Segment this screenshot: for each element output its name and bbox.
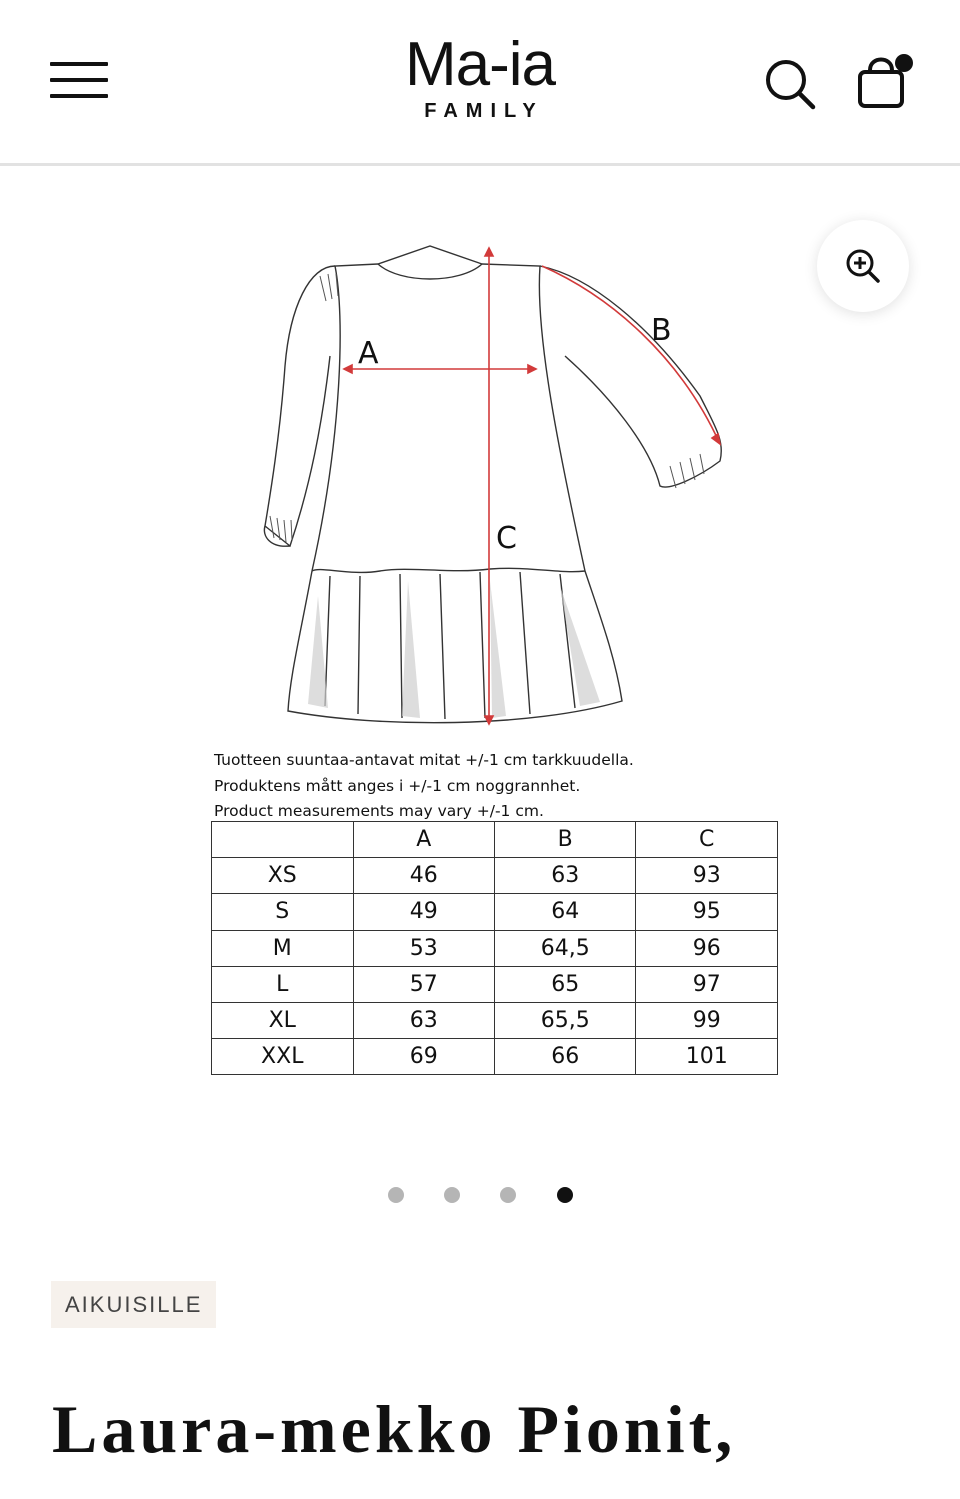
measurement-letters — [358, 313, 672, 556]
zoom-in-icon — [843, 246, 883, 286]
logo-wordmark: Ma-ia — [404, 30, 556, 99]
logo-subtitle: FAMILY — [424, 100, 544, 122]
size-cell: XXL — [212, 1039, 354, 1075]
table-header-cell — [212, 822, 354, 858]
value-cell: 99 — [636, 1002, 778, 1038]
carousel-dot-3[interactable] — [500, 1187, 516, 1203]
shopping-bag-icon[interactable] — [852, 50, 918, 112]
measure-label-a: A — [358, 336, 379, 371]
measure-label-c: C — [496, 521, 517, 556]
carousel-pagination — [380, 1187, 580, 1207]
measure-line-b — [542, 266, 720, 444]
size-cell: XS — [212, 858, 354, 894]
value-cell: 65,5 — [494, 1002, 636, 1038]
table-header-row — [212, 822, 778, 858]
value-cell: 57 — [353, 966, 494, 1002]
category-badge[interactable]: AIKUISILLE — [51, 1281, 216, 1328]
brand-logo[interactable] — [400, 30, 560, 130]
measure-label-b: B — [651, 313, 672, 348]
value-cell: 97 — [636, 966, 778, 1002]
table-header-cell: A — [353, 822, 494, 858]
product-title: Laura-mekko Pionit, — [52, 1391, 737, 1467]
table-row — [212, 894, 778, 930]
value-cell: 96 — [636, 930, 778, 966]
size-chart-table — [211, 821, 778, 1075]
carousel-dot-1[interactable] — [388, 1187, 404, 1203]
value-cell: 53 — [353, 930, 494, 966]
value-cell: 49 — [353, 894, 494, 930]
hamburger-menu-icon[interactable] — [50, 60, 108, 104]
table-header-cell: B — [494, 822, 636, 858]
value-cell: 64,5 — [494, 930, 636, 966]
value-cell: 69 — [353, 1039, 494, 1075]
value-cell: 63 — [353, 1002, 494, 1038]
value-cell: 95 — [636, 894, 778, 930]
carousel-dot-4[interactable] — [557, 1187, 573, 1203]
value-cell: 64 — [494, 894, 636, 930]
zoom-button[interactable] — [817, 220, 909, 312]
table-row — [212, 1002, 778, 1038]
cart-indicator-dot — [895, 54, 913, 72]
carousel-dot-2[interactable] — [444, 1187, 460, 1203]
cuff-details — [270, 274, 704, 542]
note-swedish: Produktens mått anges i +/-1 cm noggrannhet. — [214, 776, 581, 795]
size-cell: S — [212, 894, 354, 930]
measurement-notes — [214, 748, 814, 825]
size-cell: L — [212, 966, 354, 1002]
size-cell: XL — [212, 1002, 354, 1038]
value-cell: 65 — [494, 966, 636, 1002]
note-finnish: Tuotteen suuntaa-antavat mitat +/-1 cm tarkkuudella. — [214, 751, 634, 769]
table-row — [212, 930, 778, 966]
site-header — [0, 0, 960, 166]
dress-measurement-drawing — [230, 236, 750, 736]
value-cell: 63 — [494, 858, 636, 894]
size-cell: M — [212, 930, 354, 966]
table-row — [212, 858, 778, 894]
table-row — [212, 966, 778, 1002]
skirt-shading — [308, 581, 600, 718]
value-cell: 46 — [353, 858, 494, 894]
note-english: Product measurements may vary +/-1 cm. — [214, 802, 544, 820]
value-cell: 66 — [494, 1039, 636, 1075]
value-cell: 101 — [636, 1039, 778, 1075]
value-cell: 93 — [636, 858, 778, 894]
search-icon[interactable] — [762, 56, 818, 112]
table-row — [212, 1039, 778, 1075]
table-header-cell: C — [636, 822, 778, 858]
